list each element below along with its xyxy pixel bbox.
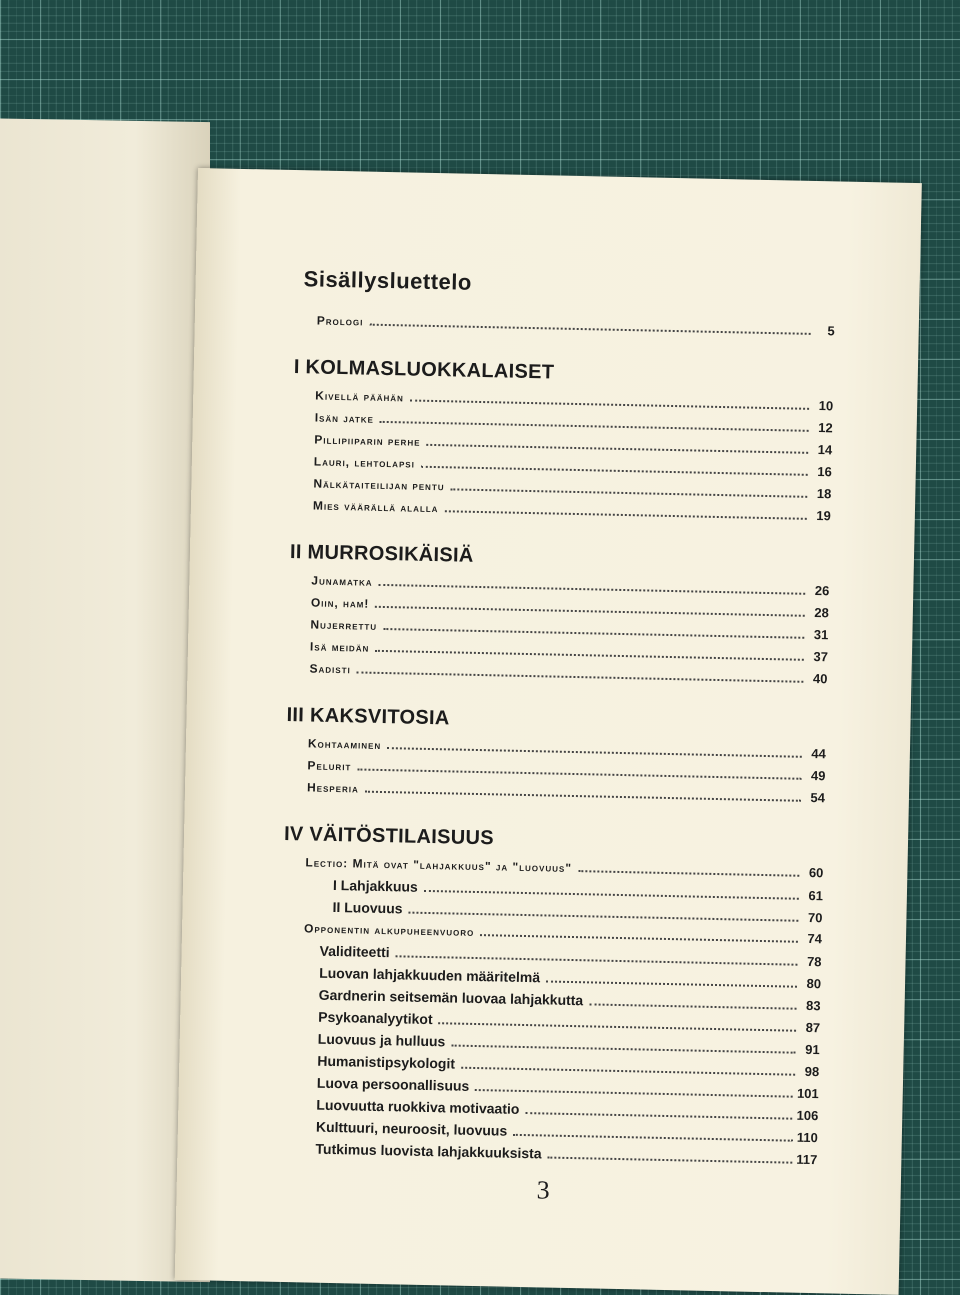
toc-entry: Lectio: Mitä ovat "lahjakkuus" ja "luovuus" 60 xyxy=(305,855,824,881)
book-page xyxy=(175,168,922,1295)
toc-entry: Opponentin alkupuheenvuoro 74 xyxy=(303,921,823,947)
toc-entry: Luovuutta ruokkiva motivaatio 106 xyxy=(316,1096,819,1124)
toc-entry: Lauri, lehtolapsi 16 xyxy=(313,454,832,480)
toc-entry: Validiteetti 78 xyxy=(319,942,822,970)
toc-entry: Kulttuuri, neuroosit, luovuus 110 xyxy=(315,1118,818,1146)
toc-entry: Hesperia 54 xyxy=(306,780,826,806)
toc-entry: Luova persoonallisuus 101 xyxy=(316,1074,819,1102)
toc-entry: Luovan lahjakkuuden määritelmä 80 xyxy=(319,964,822,992)
section-heading: IV VÄITÖSTILAISUUS xyxy=(283,822,495,850)
toc-entry: Prologi 5 xyxy=(316,313,835,339)
toc-entry: Oiin, ham! 28 xyxy=(310,595,829,621)
toc-entry: Tutkimus luovista lahjakkuuksista 117 xyxy=(315,1140,818,1168)
toc-entry: Psykoanalyytikot 87 xyxy=(318,1008,821,1036)
page-number: 3 xyxy=(536,1175,550,1205)
toc-title: Sisällysluettelo xyxy=(303,266,473,295)
section-heading: III KAKSVITOSIA xyxy=(286,703,450,730)
toc-entry: Isän jatke 12 xyxy=(314,410,833,436)
toc-entry: Sadisti 40 xyxy=(309,661,828,687)
toc-entry: Luovuus ja hulluus 91 xyxy=(317,1030,820,1058)
section-heading: II MURROSIKÄISIÄ xyxy=(289,541,474,567)
toc-entry: Kivellä päähän 10 xyxy=(315,388,834,414)
toc-entry: I Lahjakkuus 61 xyxy=(332,876,824,904)
toc-entry: Nujerrettu 31 xyxy=(310,617,829,643)
table-of-contents xyxy=(277,266,836,1173)
toc-entry: Mies väärällä alalla 19 xyxy=(312,498,832,524)
toc-entry: Kohtaaminen 44 xyxy=(307,736,827,762)
toc-entry: Gardnerin seitsemän luovaa lahjakkutta 83 xyxy=(318,986,821,1014)
toc-entry: Nälkätaiteilijan pentu 18 xyxy=(313,476,832,502)
toc-entry: Pillipiiparin perhe 14 xyxy=(314,432,833,458)
toc-entry: Junamatka 26 xyxy=(311,573,830,599)
toc-entry: Isä meidän 37 xyxy=(309,639,829,665)
toc-entry: II Luovuus 70 xyxy=(332,898,823,926)
toc-entry: Humanistipsykologit 98 xyxy=(317,1052,820,1080)
toc-entry: Pelurit 49 xyxy=(307,758,826,784)
section-heading: I KOLMASLUOKKALAISET xyxy=(293,356,555,384)
